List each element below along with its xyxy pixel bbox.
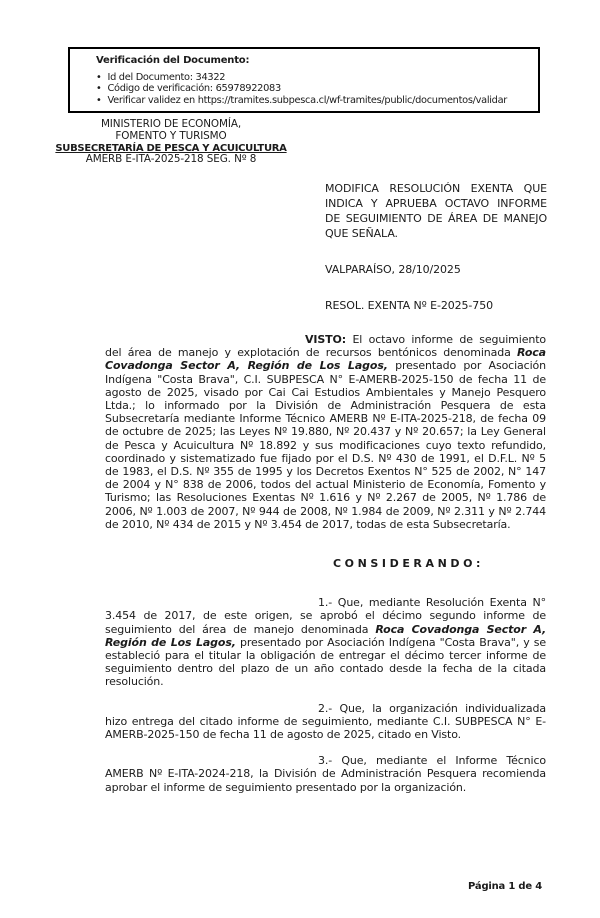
bullet-icon: •: [96, 72, 102, 83]
verification-item: [96, 72, 538, 83]
visto-paragraph: VISTO: El octavo informe de seguimiento del área de manejo y explotación de recursos bentónicos denominada Roca Covadonga Sector A, Región de Los Lagos, presentado por Asociación Indígena "Costa Brava", C.I. SUBPESCA N° E-AMERB-2025-150 de fecha 11 de agosto de 2025, visado por Cai Cai Estudios Ambientales y Manejo Pesquero Ltda.; lo informado por la División de Administración Pesquera de esta Subsecretaría mediante Informe Técnico AMERB Nº E-ITA-2025-218, de fecha 09 de octubre de 2025; las Leyes Nº 19.880, Nº 20.437 y Nº 20.657; la Ley General de Pesca y Acuicultura Nº 18.892 y sus modificaciones cuyo texto refundido, coordinado y sistematizado fue fijado por el D.S. Nº 430 de 1991, el D.F.L. Nº 5 de 1983, el D.S. Nº 355 de 1995 y los Decretos Exentos N° 525 de 2002, N° 147 de 2004 y N° 838 de 2006, todos del actual Ministerio de Economía, Fomento y Turismo; las Resoluciones Exentas Nº 1.616 y Nº 2.267 de 2005, Nº 1.786 de 2006, Nº 1.003 de 2007, Nº 944 de 2008, Nº 1.984 de 2009, Nº 2.311 y Nº 2.744 de 2010, Nº 434 de 2015 y Nº 3.454 de 2017, todas de esta Subsecretaría.: [105, 333, 546, 531]
ministry-line-1: MINISTERIO DE ECONOMÍA,: [100, 118, 242, 130]
verification-item-text: Código de verificación: 65978922083: [107, 83, 281, 95]
verification-item: [96, 83, 538, 94]
considerando-paragraph-3: 3.- Que, mediante el Informe Técnico AMERB Nº E-ITA-2024-218, la División de Administración Pesquera recomienda aprobar el informe de seguimiento presentado por la organización.: [105, 754, 546, 794]
verification-item-text: Verificar validez en https://tramites.subpesca.cl/wf-tramites/public/documentos/validar: [107, 94, 508, 106]
considerando-paragraph-1: 1.- Que, mediante Resolución Exenta N° 3.454 de 2017, de este origen, se aprobó el décimo segundo informe de seguimiento del área de manejo denominada Roca Covadonga Sector A, Región de Los Lagos, presentado por Asociación Indígena "Costa Brava", y se estableció para el titular la obligación de entregar el décimo tercer informe de seguimiento dentro del plazo de un año contado desde la fecha de la citada resolución.: [105, 596, 547, 689]
bullet-icon: •: [96, 83, 102, 95]
bullet-icon: •: [96, 94, 102, 106]
resolution-body: [105, 333, 546, 794]
verification-item-text: Id del Documento: 34322: [107, 72, 226, 83]
page-number: Página 1 de 4: [468, 881, 542, 892]
considerando-heading: C O N S I D E R A N D O :: [333, 557, 481, 571]
verification-list: [96, 72, 538, 106]
ministry-line-2: FOMENTO Y TURISMO: [115, 129, 227, 142]
verification-item: [96, 95, 538, 106]
subsecretaria-line: SUBSECRETARÍA DE PESCA Y ACUICULTURA: [55, 142, 287, 154]
amerb-reference: AMERB E-ITA-2025-218 SEG. Nº 8: [85, 153, 257, 166]
considerando-paragraph-2: 2.- Que, la organización individualizada hizo entrega del citado informe de seguimiento, mediante C.I. SUBPESCA N° E-AMERB-2025-150 de fecha 11 de agosto de 2025, citado en Visto.: [105, 701, 546, 742]
subject-block: MODIFICA RESOLUCIÓN EXENTA QUE INDICA Y APRUEBA OCTAVO INFORME DE SEGUIMIENTO DE ÁREA DE MANEJO QUE SEÑALA.: [325, 182, 547, 240]
resolution-number: RESOL. EXENTA Nº E-2025-750: [325, 299, 493, 312]
verification-box: [68, 47, 540, 113]
letterhead: [55, 119, 287, 166]
place-date: VALPARAÍSO, 28/10/2025: [325, 263, 461, 276]
verification-title: Verificación del Documento:: [96, 55, 250, 66]
